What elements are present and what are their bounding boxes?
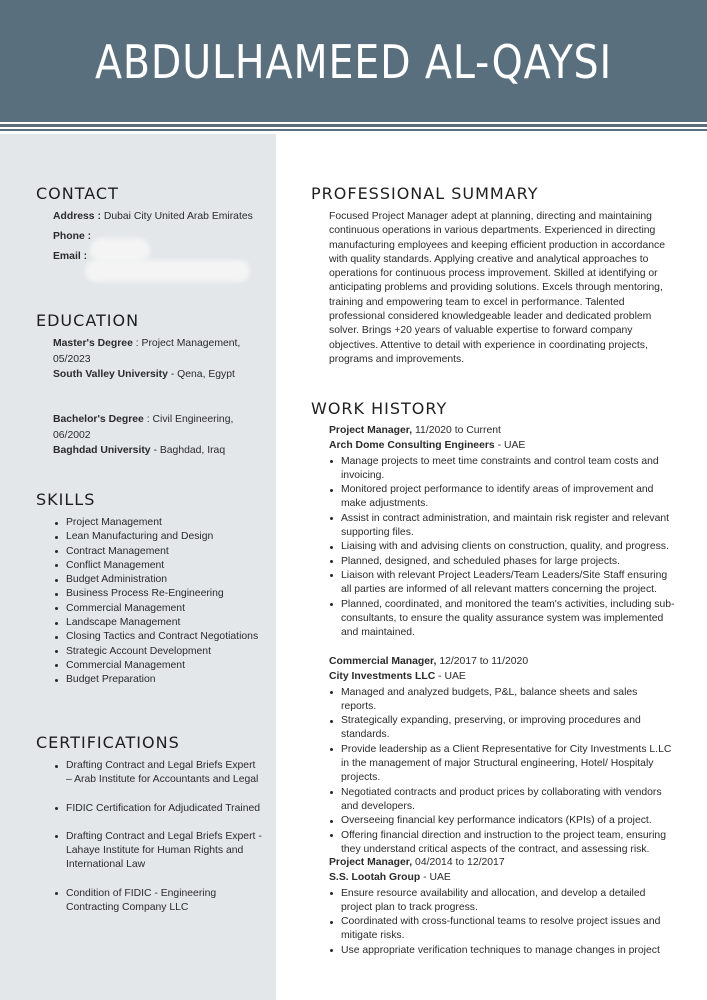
- job-bullets: [329, 686, 675, 858]
- job-bullet: Use appropriate verification techniques to manage changes in project: [329, 944, 675, 958]
- phone-label: Phone :: [53, 231, 92, 243]
- job-entry-2: [329, 655, 675, 857]
- skill-item: Project Management: [54, 516, 264, 530]
- job-role: Project Manager,: [329, 425, 413, 436]
- job-bullet: Ensure resource availability and allocation, and develop a detailed project plan to track progress.: [329, 887, 675, 916]
- job-dates: 11/2020 to Current: [415, 425, 501, 436]
- job-bullet: Planned, coordinated, and monitored the team's activities, including sub-consultants, to ensure the quality assurance system was implemented and maintained.: [329, 598, 675, 641]
- job-bullets: [329, 887, 675, 958]
- job-bullet: Managed and analyzed budgets, P&L, balance sheets and sales reports.: [329, 686, 675, 715]
- contact-phone: [53, 230, 253, 244]
- contact-address: [53, 210, 253, 224]
- skill-item: Strategic Account Development: [54, 645, 264, 659]
- email-redaction: [85, 260, 250, 282]
- job-dates: 12/2017 to 11/2020: [439, 656, 529, 667]
- skill-item: Contract Management: [54, 545, 264, 559]
- certification-item: Drafting Contract and Legal Briefs Expert – Arab Institute for Accountants and Legal: [54, 759, 264, 788]
- job-entry-3: [329, 856, 675, 958]
- certifications-list: [54, 759, 264, 929]
- degree: Master's Degree: [53, 338, 133, 349]
- phone-redaction: [90, 238, 150, 262]
- job-company: Arch Dome Consulting Engineers: [329, 440, 495, 452]
- job-bullet: Strategically expanding, preserving, or improving procedures and standards.: [329, 714, 675, 743]
- skill-item: Closing Tactics and Contract Negotiations: [54, 630, 264, 644]
- education-entry-2: [53, 412, 253, 459]
- certifications-heading: CERTIFICATIONS: [36, 733, 180, 752]
- job-bullet: Manage projects to meet time constraints and control team costs and invoicing.: [329, 455, 675, 484]
- header-rule-thick: [0, 124, 707, 127]
- address-value: Dubai City United Arab Emirates: [103, 211, 253, 222]
- skill-item: Conflict Management: [54, 559, 264, 573]
- skills-heading: SKILLS: [36, 490, 96, 509]
- certification-item: Drafting Contract and Legal Briefs Expert - Lahaye Institute for Human Rights and International Law: [54, 830, 264, 873]
- certification-item: Condition of FIDIC - Engineering Contracting Company LLC: [54, 887, 264, 916]
- skill-item: Lean Manufacturing and Design: [54, 530, 264, 544]
- degree-field: : Civil Engineering, 06/2002: [53, 414, 234, 441]
- summary-text: Focused Project Manager adept at planning, directing and maintaining continuous operations in various departments. Experienced in directing manufacturing employees and keeping efficient production in accordance with quality standards. Applying creative and analytical approaches to operations for continuous process improvement. Skilled at identifying or anticipating problems and providing solutions. Excels through mentoring, training and empowering team to excel in performance. Talented professional considered knowledgeable leader and dedicated problem solver. Brings +20 years of valuable expertise to forward company objectives. Attentive to detail with experience in coordinating projects, programs and improvements.: [329, 211, 665, 365]
- job-bullet: Offering financial direction and instruction to the project team, ensuring they understand critical aspects of the contract, and assessing risk.: [329, 829, 675, 858]
- job-bullet: Planned, designed, and scheduled phases for large projects.: [329, 555, 675, 569]
- skill-item: Business Process Re-Engineering: [54, 587, 264, 601]
- job-bullet: Liaison with relevant Project Leaders/Team Leaders/Site Staff ensuring all parties are informed of all relevant matters concerning the project.: [329, 569, 675, 598]
- resume-header: [0, 0, 707, 122]
- job-bullets: [329, 455, 675, 641]
- school: South Valley University: [53, 369, 168, 380]
- degree-field: : Project Management, 05/2023: [53, 338, 241, 365]
- job-bullet: Liaising with and advising clients on construction, quality, and progress.: [329, 540, 675, 554]
- work-heading: WORK HISTORY: [311, 399, 448, 418]
- job-company: S.S. Lootah Group: [329, 872, 421, 884]
- job-entry-1: [329, 424, 675, 640]
- skill-item: Commercial Management: [54, 659, 264, 673]
- address-label: Address :: [53, 211, 101, 222]
- job-company: City Investments LLC: [329, 671, 436, 683]
- education-entry-1: [53, 336, 253, 383]
- job-bullet: Overseeing financial key performance indicators (KPIs) of a project.: [329, 814, 675, 828]
- job-bullet: Assist in contract administration, and maintain risk register and relevant supporting files.: [329, 512, 675, 541]
- job-bullet: Provide leadership as a Client Representative for City Investments L.LC in the management of major Structural engineering, Hotel/ Hospitaly projects.: [329, 743, 675, 786]
- candidate-name: ABDULHAMEED AL-QAYSI: [94, 35, 613, 89]
- skill-item: Commercial Management: [54, 602, 264, 616]
- skill-item: Landscape Management: [54, 616, 264, 630]
- degree: Bachelor's Degree: [53, 414, 144, 425]
- summary-heading: PROFESSIONAL SUMMARY: [311, 184, 539, 203]
- school: Baghdad University: [53, 445, 151, 456]
- skill-item: Budget Preparation: [54, 673, 264, 687]
- certification-item: FIDIC Certification for Adjudicated Trained: [54, 802, 264, 816]
- job-role: Commercial Manager,: [329, 656, 437, 667]
- job-location: - UAE: [423, 872, 451, 884]
- education-heading: EDUCATION: [36, 311, 140, 330]
- school-location: - Qena, Egypt: [170, 369, 235, 380]
- job-bullet: Monitored project performance to identify areas of improvement and make adjustments.: [329, 483, 675, 512]
- job-location: - UAE: [497, 440, 526, 452]
- header-rule-thin: [0, 129, 707, 131]
- school-location: - Baghdad, Iraq: [153, 445, 226, 456]
- job-location: - UAE: [438, 671, 466, 683]
- job-role: Project Manager,: [329, 857, 413, 868]
- job-dates: 04/2014 to 12/2017: [415, 857, 505, 868]
- skill-item: Budget Administration: [54, 573, 264, 587]
- job-bullet: Coordinated with cross-functional teams to resolve project issues and mitigate risks.: [329, 915, 675, 944]
- contact-heading: CONTACT: [36, 184, 119, 203]
- email-label: Email :: [53, 251, 88, 263]
- job-bullet: Negotiated contracts and product prices by collaborating with vendors and developers.: [329, 786, 675, 815]
- skills-list: [54, 516, 264, 688]
